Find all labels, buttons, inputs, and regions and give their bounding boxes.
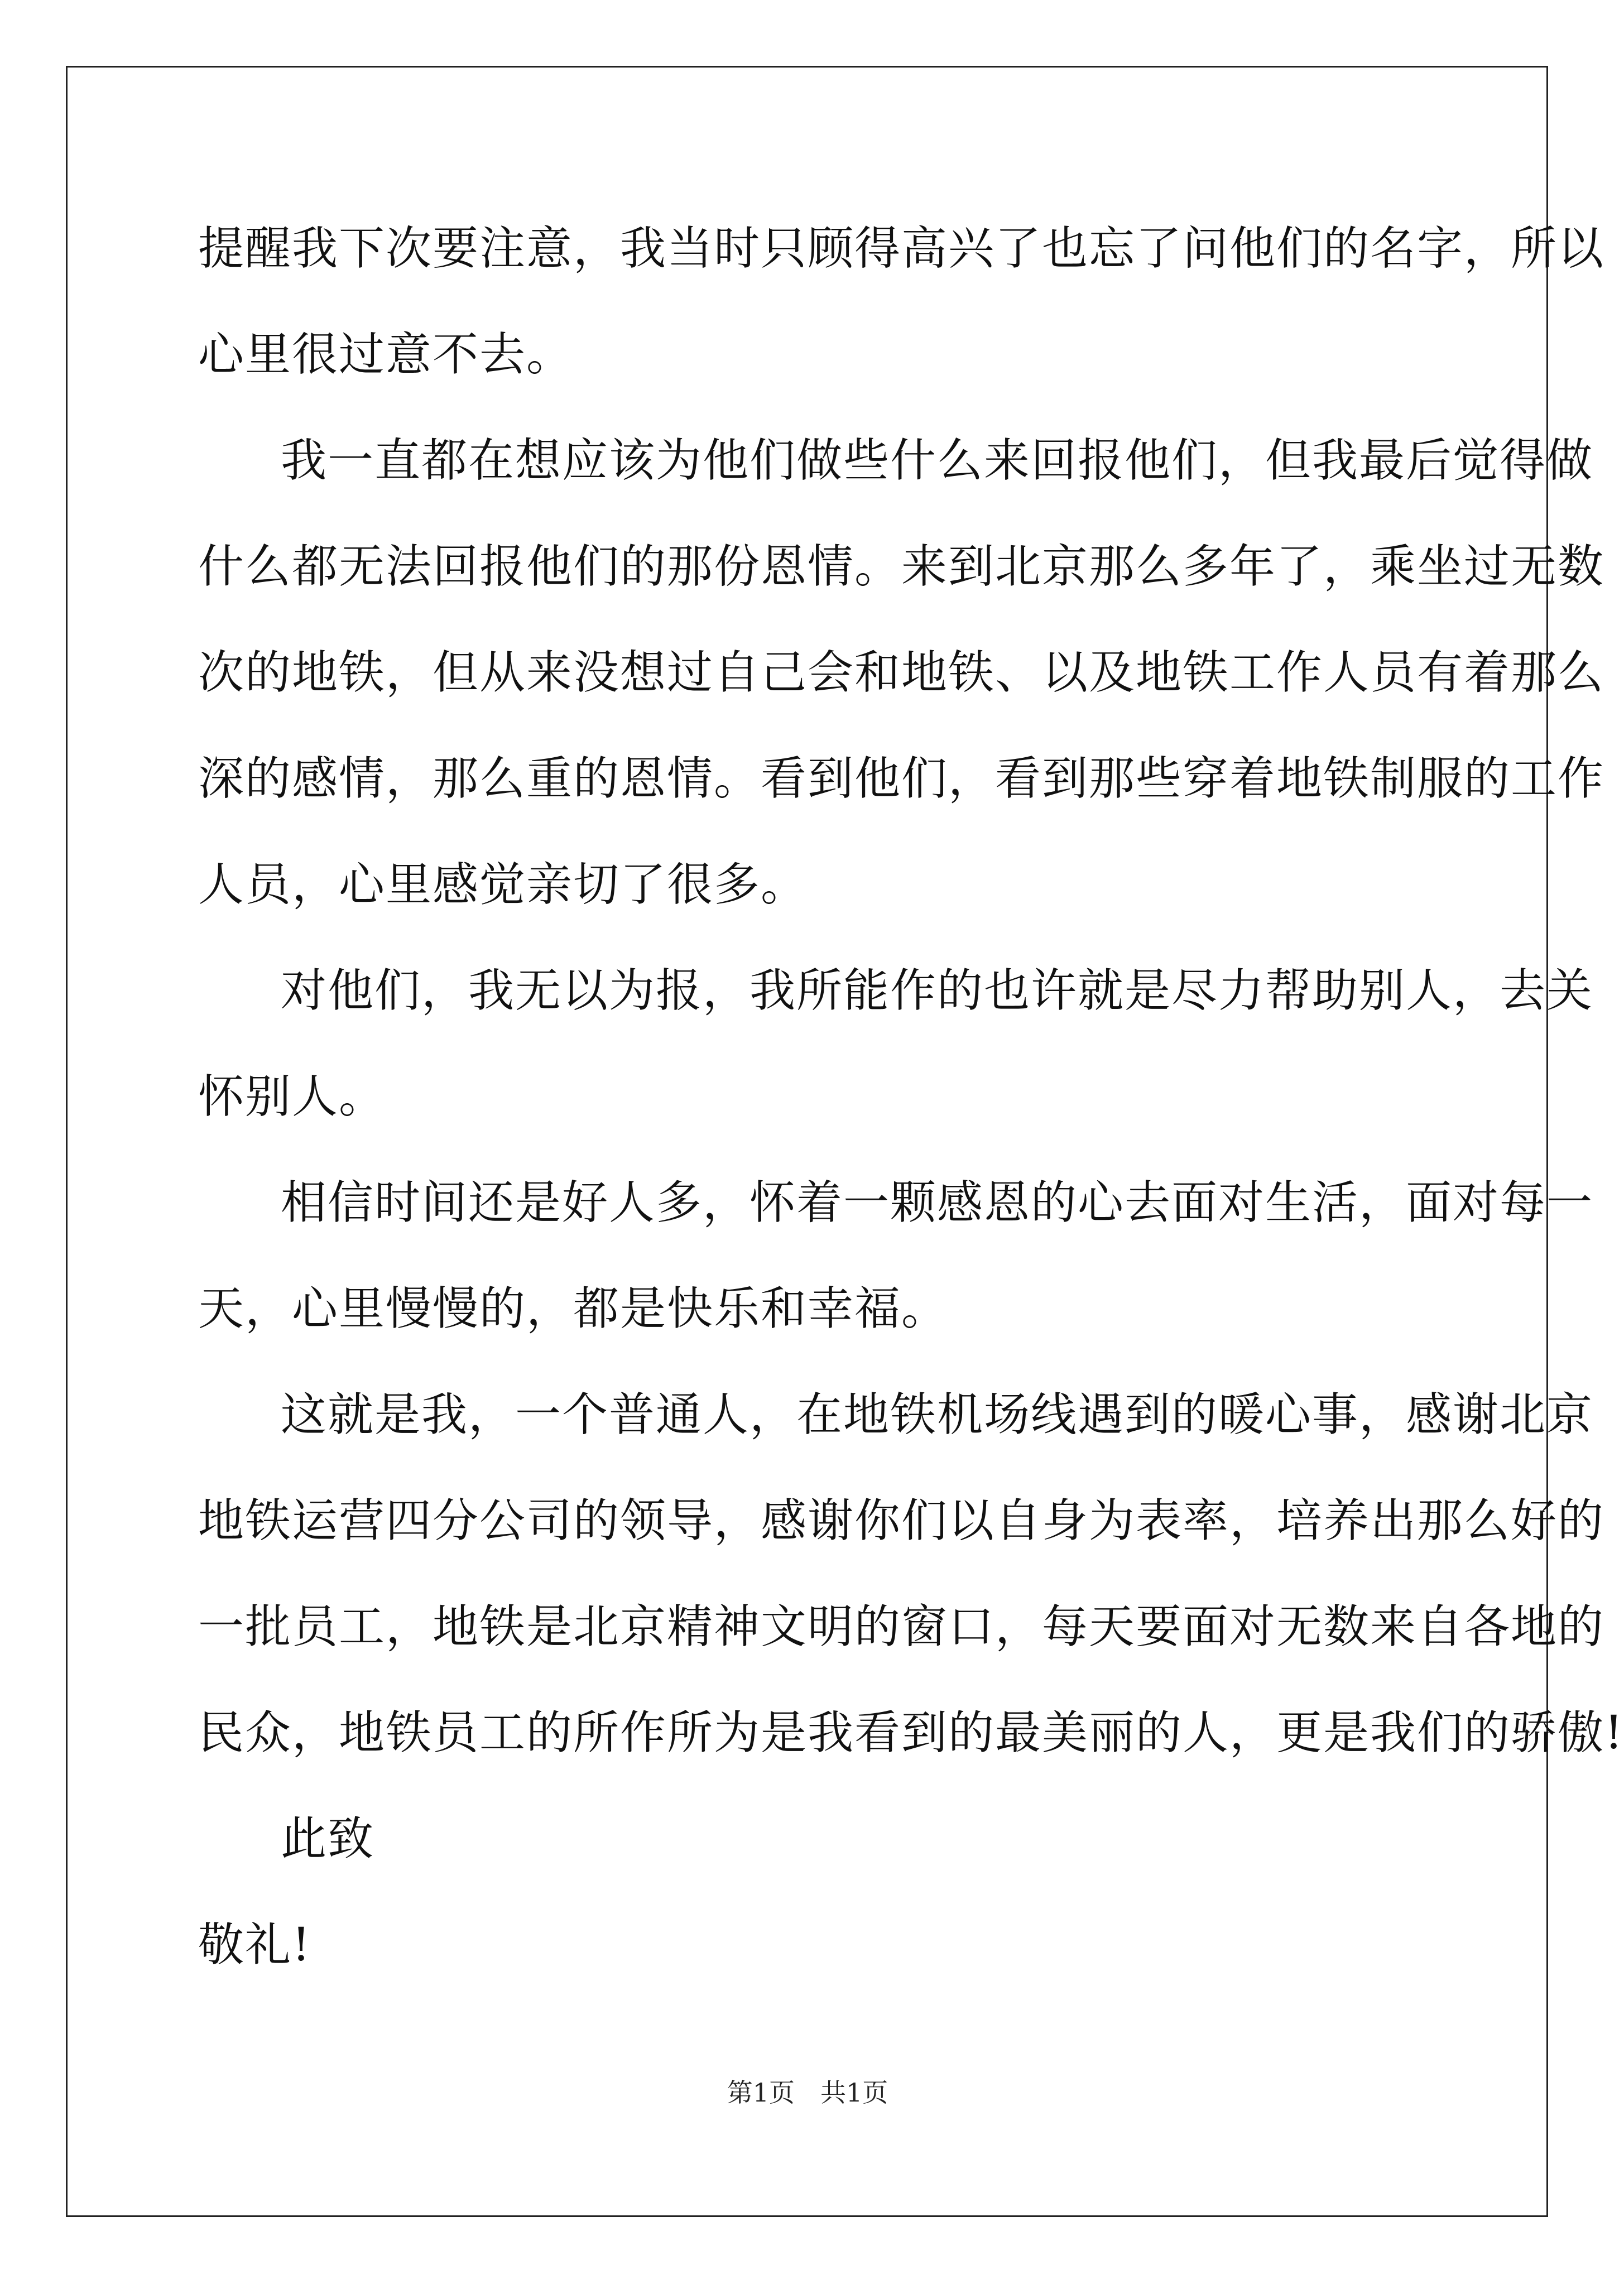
body-line: 怀别人。 xyxy=(198,1070,386,1123)
body-line: 心里很过意不去。 xyxy=(198,328,574,381)
closing-regards: 敬礼! xyxy=(198,1918,311,1972)
paragraph-start-line: 我一直都在想应该为他们做些什么来回报他们，但我最后觉得做 xyxy=(281,434,1594,487)
body-line: 民众，地铁员工的所作所为是我看到的最美丽的人，更是我们的骄傲! xyxy=(198,1706,1624,1759)
body-line: 地铁运营四分公司的领导，感谢你们以自身为表率，培养出那么好的 xyxy=(198,1494,1605,1547)
body-line: 深的感情，那么重的恩情。看到他们，看到那些穿着地铁制服的工作 xyxy=(198,752,1605,805)
body-line: 一批员工，地铁是北京精神文明的窗口，每天要面对无数来自各地的 xyxy=(198,1600,1605,1653)
body-line: 提醒我下次要注意，我当时只顾得高兴了也忘了问他们的名字，所以 xyxy=(198,222,1605,275)
paragraph-start-line: 对他们，我无以为报，我所能作的也许就是尽力帮助别人，去关 xyxy=(281,964,1594,1017)
paragraph-start-line: 相信时间还是好人多，怀着一颗感恩的心去面对生活，面对每一 xyxy=(281,1176,1594,1229)
closing-salutation: 此致 xyxy=(281,1812,375,1865)
paragraph-start-line: 这就是我，一个普通人，在地铁机场线遇到的暖心事，感谢北京 xyxy=(281,1388,1594,1441)
body-line: 什么都无法回报他们的那份恩情。来到北京那么多年了，乘坐过无数 xyxy=(198,540,1605,593)
body-line: 次的地铁，但从来没想过自己会和地铁、以及地铁工作人员有着那么 xyxy=(198,646,1605,699)
body-line: 天，心里慢慢的，都是快乐和幸福。 xyxy=(198,1282,949,1335)
document-body xyxy=(198,219,1624,2021)
page-footer: 第1页 共1页 xyxy=(727,2078,888,2108)
body-line: 人员，心里感觉亲切了很多。 xyxy=(198,858,808,911)
